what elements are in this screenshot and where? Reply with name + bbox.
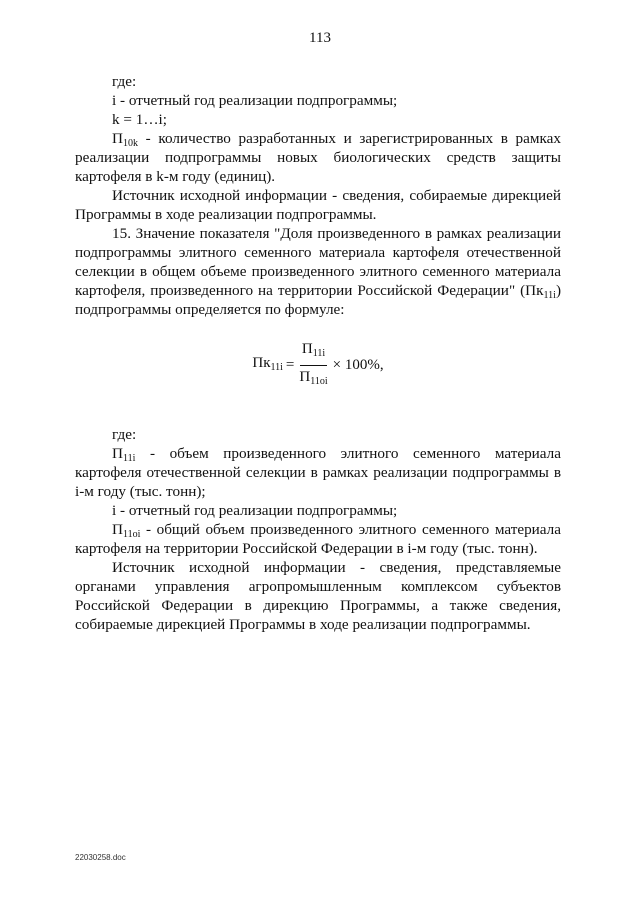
- p10k-subscript: 10k: [122, 138, 138, 149]
- formula-lhs: [252, 354, 283, 377]
- p10k-definition-line2: реализации подпрограммы новых биологических средств защиты: [75, 149, 561, 166]
- formula-rhs: × 100%,: [332, 357, 384, 373]
- p11oi-subscript: 11oi: [122, 529, 141, 540]
- numerator-symbol: П: [301, 341, 313, 357]
- denominator-symbol: П: [299, 369, 311, 385]
- denominator-subscript: 11oi: [310, 376, 328, 387]
- formula-denominator: [297, 366, 329, 391]
- where-label-1: где:: [112, 73, 137, 90]
- k-definition: k = 1…i;: [112, 111, 167, 128]
- i-definition-2: i - отчетный год реализации подпрограммы;: [112, 502, 398, 519]
- formula-equals: =: [285, 357, 295, 373]
- p11i-definition-rest: картофеля отечественной селекции в рамках реализации подпрограммы в i-м году (тыс. тонн);: [75, 464, 561, 500]
- p11oi-definition-rest: картофеля на территории Российской Федерации в i-м году (тыс. тонн).: [75, 540, 538, 557]
- p11oi-definition-line1: [75, 520, 561, 539]
- formula-lhs-symbol: Пк: [252, 355, 271, 371]
- file-name-footer: 22030258.doc: [75, 853, 126, 862]
- item-15-last-line: подпрограммы определяется по формуле:: [75, 301, 345, 318]
- p10k-definition-line3: картофеля в k-м году (единиц).: [75, 168, 276, 185]
- item-15-text: 15. Значение показателя "Доля произведенного в рамках реализации подпрограммы элитного семенного материала картофеля отечественной селекции в общем объеме произведенного элитного семенного материала картофеля, произведенного на территории Российской Федерации" (Пк: [75, 225, 561, 299]
- source-note-2: Источник исходной информации - сведения, представляемые органами управления агропромышленным комплексом субъектов Российской Федерации в дирекцию Программы, а также сведения, собираемые дирекцией Программы в ходе реализации подпрограммы.: [75, 559, 561, 633]
- formula-lhs-subscript: 11i: [270, 362, 283, 373]
- formula: [75, 340, 561, 391]
- i-definition-1: i - отчетный год реализации подпрограммы;: [112, 92, 398, 109]
- p11i-subscript: 11i: [122, 453, 136, 464]
- p10k-definition-line1: [75, 129, 561, 148]
- formula-numerator: [300, 340, 327, 366]
- p11i-definition-line1: [75, 444, 561, 463]
- where-label-2: где:: [112, 426, 137, 443]
- p11oi-symbol: П: [112, 521, 123, 538]
- source-note-1: Источник исходной информации - сведения, собираемые дирекцией Программы в ходе реализации подпрограммы.: [75, 187, 561, 223]
- p10k-text-1: - количество разработанных и зарегистрированных в рамках: [137, 130, 561, 147]
- p10k-symbol: П: [112, 130, 123, 147]
- p11i-symbol: П: [112, 445, 123, 462]
- page-number: 113: [309, 30, 331, 46]
- document-body: [75, 72, 561, 634]
- item-15-subscript: 11i: [543, 290, 556, 301]
- formula-fraction: [297, 340, 329, 391]
- p11i-text-1: - объем произведенного элитного семенного материала: [135, 445, 561, 462]
- p11oi-text-1: - общий объем произведенного элитного семенного материала: [140, 521, 561, 538]
- numerator-subscript: 11i: [312, 348, 326, 359]
- item-15-paragraph: [75, 224, 561, 319]
- item-15-text-end: ): [555, 282, 561, 299]
